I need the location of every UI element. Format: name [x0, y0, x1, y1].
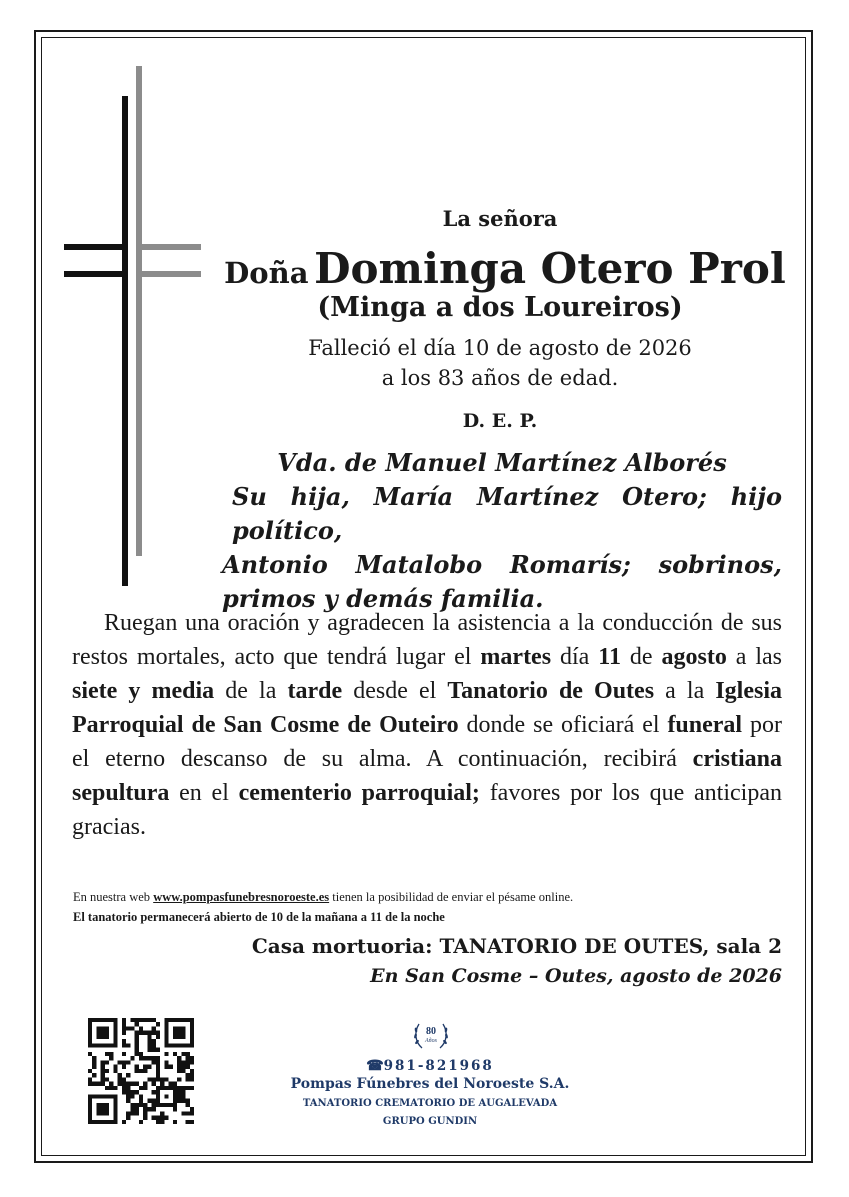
- deceased-name: Dominga Otero Prol: [314, 244, 786, 293]
- body-bold: tarde: [287, 678, 343, 704]
- body-text: a la: [654, 678, 716, 704]
- website-link[interactable]: www.pompasfunebresnoroeste.es: [153, 890, 330, 904]
- rest-in-peace: D. E. P.: [462, 410, 538, 432]
- casa-mortuoria: Casa mortuoria: TANATORIO DE OUTES, sala 2: [251, 934, 782, 958]
- body-text: por el eterno descanso de su alma. A continuación, recibirá: [72, 712, 783, 772]
- body-bold: martes: [480, 644, 552, 670]
- body-text: desde el: [342, 678, 448, 704]
- company-name: Pompas Fúnebres del Noroeste S.A.: [290, 1076, 570, 1092]
- anniversary-emblem-icon: [410, 1014, 452, 1056]
- body-text: favores por los que anticipan gracias.: [72, 780, 782, 840]
- web-notice: [73, 890, 793, 905]
- body-text: donde se oficiará el: [458, 712, 668, 738]
- web-prefix: En nuestra web: [73, 890, 154, 904]
- body-bold: Iglesia Parroquial de San Cosme de Outeiro: [72, 678, 782, 738]
- body-text: Ruegan una oración y agradecen la asistencia a la conducción de sus restos mortales, acto que tendrá lugar el: [72, 610, 782, 670]
- place-and-date: En San Cosme – Outes, agosto de 2026: [370, 965, 782, 987]
- body-text: día: [551, 644, 599, 670]
- body-bold: agosto: [661, 644, 727, 670]
- intro-text: La señora: [442, 206, 558, 231]
- body-bold: funeral: [667, 712, 743, 738]
- family-block: [222, 446, 782, 616]
- body-text: a las: [726, 644, 783, 670]
- name-prefix: Doña: [224, 256, 309, 290]
- company-group: GRUPO GUNDIN: [382, 1116, 478, 1127]
- body-text: de: [620, 644, 662, 670]
- body-text: de la: [214, 678, 288, 704]
- opening-hours: El tanatorio permanecerá abierto de 10 de la mañana a 11 de la noche: [73, 910, 445, 924]
- body-bold: 11: [598, 644, 621, 670]
- phone-number: 981-821968: [383, 1058, 494, 1074]
- qr-code-icon[interactable]: [88, 1018, 194, 1124]
- company-tanatorio: TANATORIO CREMATORIO DE AUGALEVADA: [302, 1098, 558, 1109]
- age-at-death: a los 83 años de edad.: [381, 366, 619, 390]
- body-bold: cementerio parroquial;: [238, 780, 480, 806]
- web-suffix: tienen la posibilidad de enviar el pésame online.: [329, 890, 574, 904]
- family-line-daughter: Su hija, María Martínez Otero; hijo político,: [232, 482, 782, 545]
- telephone-icon: ☎: [366, 1058, 384, 1074]
- death-date: Falleció el día 10 de agosto de 2026: [308, 336, 692, 360]
- funeral-details: [72, 606, 782, 844]
- family-line-relatives: primos y demás familia.: [222, 584, 544, 613]
- company-phone[interactable]: [310, 1058, 550, 1074]
- family-line-widow: Vda. de Manuel Martínez Alborés: [277, 448, 727, 477]
- body-bold: Tanatorio de Outes: [447, 678, 655, 704]
- deceased-name-line: [200, 244, 810, 293]
- emblem-number: 80: [426, 1026, 436, 1037]
- body-text: en el: [169, 780, 239, 806]
- emblem-word: Años: [425, 1038, 437, 1044]
- body-bold: siete y media: [72, 678, 215, 704]
- body-bold: cristiana sepultura: [72, 746, 782, 806]
- deceased-alias: (Minga a dos Loureiros): [317, 292, 683, 323]
- family-line-inlaw: Antonio Matalobo Romarís; sobrinos,: [222, 550, 782, 579]
